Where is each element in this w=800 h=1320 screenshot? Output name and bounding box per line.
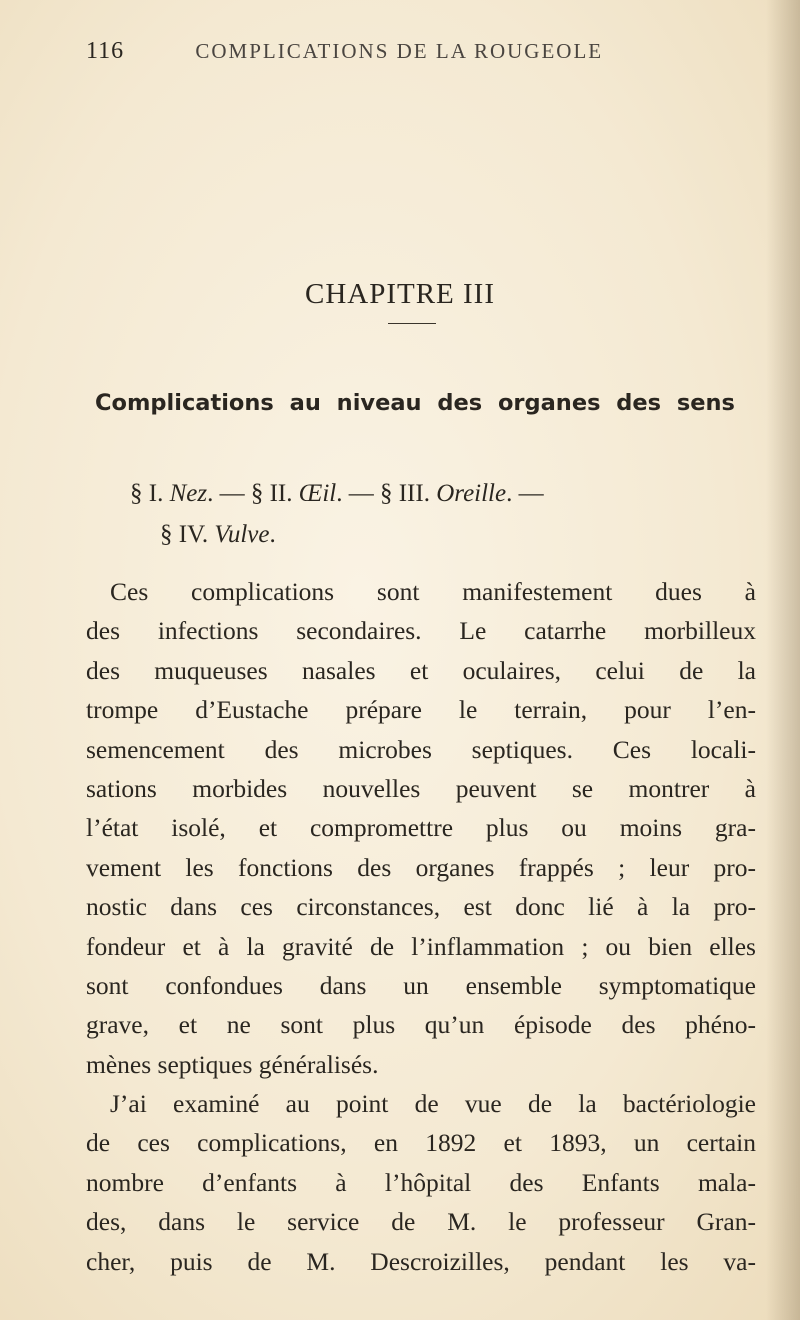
body-text — [86, 572, 756, 1281]
page-number: 116 — [86, 38, 125, 64]
text-line: mènes septiques généralisés. — [86, 1049, 379, 1079]
summary-separator: . — [269, 521, 276, 548]
section-title — [95, 390, 735, 416]
section-title-word: au — [289, 390, 321, 416]
summary-section-name: Oreille — [436, 480, 507, 507]
text-line: J’ai examiné au point de vue de la bactériologie — [110, 1089, 756, 1119]
section-summary-line-2 — [160, 521, 276, 549]
text-line: sations morbides nouvelles peuvent se montrer à — [86, 773, 756, 803]
chapter-title: CHAPITRE III — [304, 278, 495, 310]
running-title: COMPLICATIONS DE LA ROUGEOLE — [195, 39, 604, 63]
summary-section-name: Œil — [298, 480, 337, 507]
text-line: de ces complications, en 1892 et 1893, un certain — [86, 1128, 756, 1158]
summary-section-name: Nez — [169, 480, 208, 507]
summary-section-label: § IV. — [160, 521, 215, 548]
summary-separator: . — — [207, 480, 251, 507]
section-summary-line-1 — [130, 480, 544, 508]
section-title-word: niveau — [336, 390, 422, 416]
summary-separator: . — — [336, 480, 380, 507]
text-line: nombre d’enfants à l’hôpital des Enfants mala- — [86, 1167, 756, 1197]
summary-separator: . — — [506, 480, 544, 507]
summary-section-name: Vulve — [214, 521, 270, 548]
section-title-word: sens — [676, 390, 735, 416]
section-title-word: Complications — [95, 390, 274, 416]
text-line: semencement des microbes septiques. Ces locali- — [86, 734, 756, 764]
text-line: trompe d’Eustache prépare le terrain, pour l’en- — [86, 695, 756, 725]
section-title-word: des — [437, 390, 483, 416]
summary-section-label: § II. — [250, 480, 299, 507]
running-head — [86, 38, 786, 65]
text-line: des, dans le service de M. le professeur Gran- — [86, 1207, 756, 1237]
text-line: fondeur et à la gravité de l’inflammation ; ou bien elles — [86, 931, 756, 961]
summary-section-label: § I. — [130, 480, 170, 507]
text-line: des infections secondaires. Le catarrhe morbilleux — [86, 616, 756, 646]
text-line: l’état isolé, et compromettre plus ou moins gra- — [86, 813, 756, 843]
page-edge-shadow — [766, 0, 800, 1320]
text-line: nostic dans ces circonstances, est donc lié à la pro- — [86, 892, 756, 922]
text-line: cher, puis de M. Descroizilles, pendant les va- — [86, 1246, 756, 1276]
text-line: sont confondues dans un ensemble symptomatique — [86, 970, 756, 1000]
text-line: grave, et ne sont plus qu’un épisode des phéno- — [86, 1010, 756, 1040]
text-line: des muqueuses nasales et oculaires, celui de la — [86, 655, 756, 685]
section-title-word: des — [616, 390, 662, 416]
divider-rule — [388, 323, 436, 324]
text-line: vement les fonctions des organes frappés ; leur pro- — [86, 852, 756, 882]
summary-section-label: § III. — [379, 480, 437, 507]
text-line: Ces complications sont manifestement dues à — [110, 577, 756, 606]
section-title-word: organes — [497, 390, 601, 416]
